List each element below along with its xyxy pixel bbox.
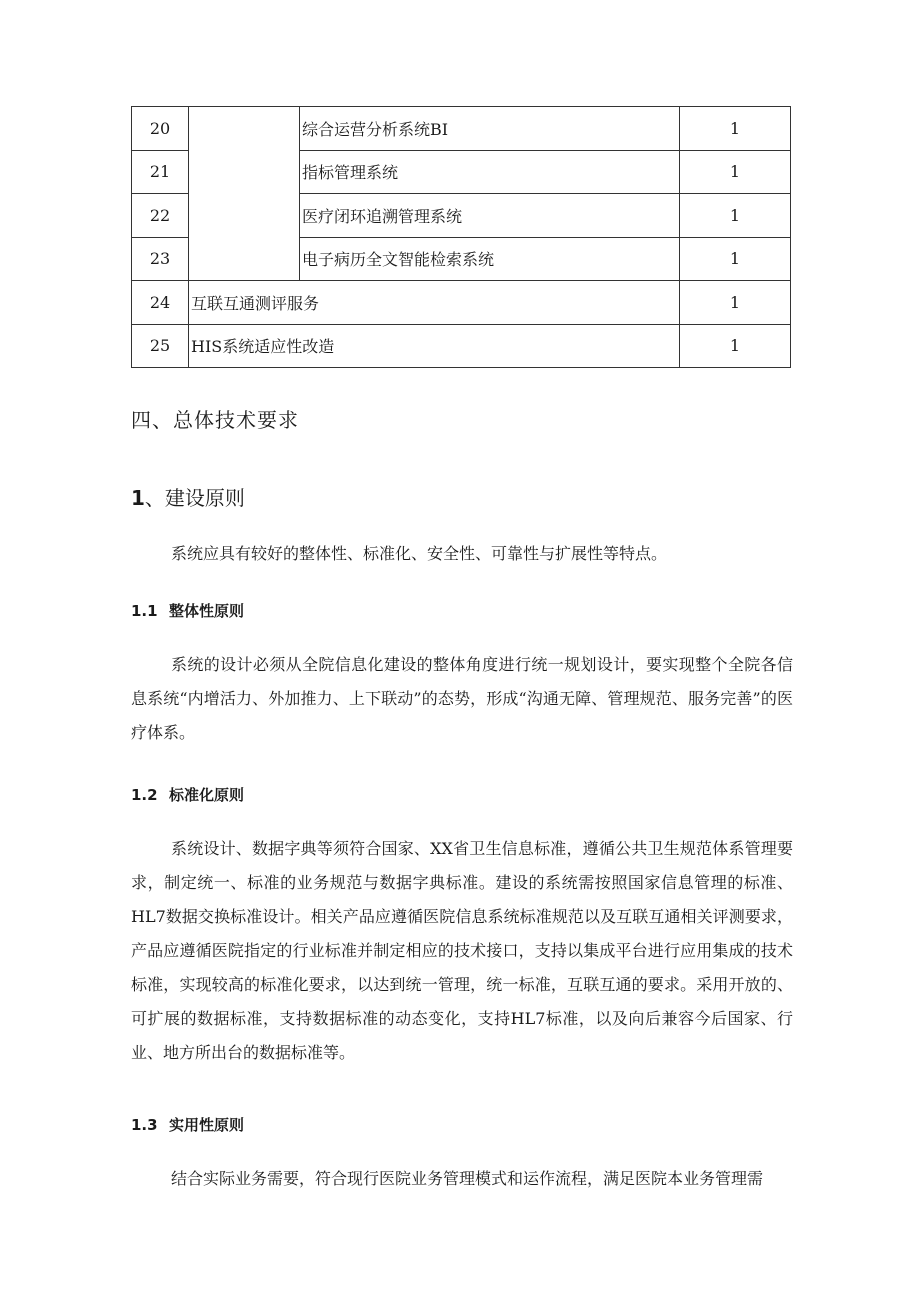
heading-number: 1.1: [131, 602, 158, 620]
paragraph-1-2: 系统设计、数据字典等须符合国家、XX省卫生信息标准，遵循公共卫生规范体系管理要求，制定统一、标准的业务规范与数据字典标准。建设的系统需按照国家信息管理的标准、HL7数据交换标准设计。相关产品应遵循医院信息系统标准规范以及互联互通相关评测要求，产品应遵循医院指定的行业标准并制定相应的技术接口，支持以集成平台进行应用集成的技术标准，实现较高的标准化要求，以达到统一管理，统一标准，互联互通的要求。采用开放的、可扩展的数据标准，支持数据标准的动态变化，支持HL7标准，以及向后兼容今后国家、行业、地方所出台的数据标准等。: [131, 839, 793, 1062]
item-quantity: 1: [680, 150, 791, 194]
heading-number: 1.3: [131, 1116, 158, 1134]
subsection-title: 、建设原则: [144, 486, 245, 510]
items-table: [131, 106, 791, 368]
heading-1-3: [131, 1114, 244, 1135]
heading-1-1: [131, 600, 244, 621]
item-name: 互联互通测评服务: [189, 281, 680, 325]
subsection-number: 1: [131, 486, 145, 510]
item-quantity: 1: [680, 324, 791, 368]
table-row: [132, 281, 791, 325]
row-number: 22: [132, 194, 189, 238]
subsection-heading: [131, 482, 245, 511]
item-quantity: 1: [680, 107, 791, 151]
row-number: 25: [132, 324, 189, 368]
paragraph-1-3: 结合实际业务需要，符合现行医院业务管理模式和运作流程，满足医院本业务管理需: [171, 1169, 764, 1188]
heading-title: 实用性原则: [169, 1116, 245, 1134]
item-name: 指标管理系统: [300, 150, 680, 194]
row-number: 23: [132, 237, 189, 281]
heading-number: 1.2: [131, 786, 158, 804]
table-row: [132, 107, 791, 151]
item-quantity: 1: [680, 194, 791, 238]
heading-title: 整体性原则: [169, 602, 245, 620]
row-number: 21: [132, 150, 189, 194]
section-heading: 四、总体技术要求: [131, 408, 299, 432]
category-cell: [189, 107, 300, 281]
row-number: 24: [132, 281, 189, 325]
item-name: HIS系统适应性改造: [189, 324, 680, 368]
heading-1-2: [131, 784, 244, 805]
intro-paragraph: 系统应具有较好的整体性、标准化、安全性、可靠性与扩展性等特点。: [171, 544, 668, 563]
heading-title: 标准化原则: [169, 786, 245, 804]
item-name: 综合运营分析系统BI: [300, 107, 680, 151]
row-number: 20: [132, 107, 189, 151]
paragraph-1-1: 系统的设计必须从全院信息化建设的整体角度进行统一规划设计，要实现整个全院各信息系统“内增活力、外加推力、上下联动”的态势，形成“沟通无障、管理规范、服务完善”的医疗体系。: [131, 655, 793, 742]
item-quantity: 1: [680, 237, 791, 281]
item-quantity: 1: [680, 281, 791, 325]
item-name: 医疗闭环追溯管理系统: [300, 194, 680, 238]
item-name: 电子病历全文智能检索系统: [300, 237, 680, 281]
table-row: [132, 324, 791, 368]
